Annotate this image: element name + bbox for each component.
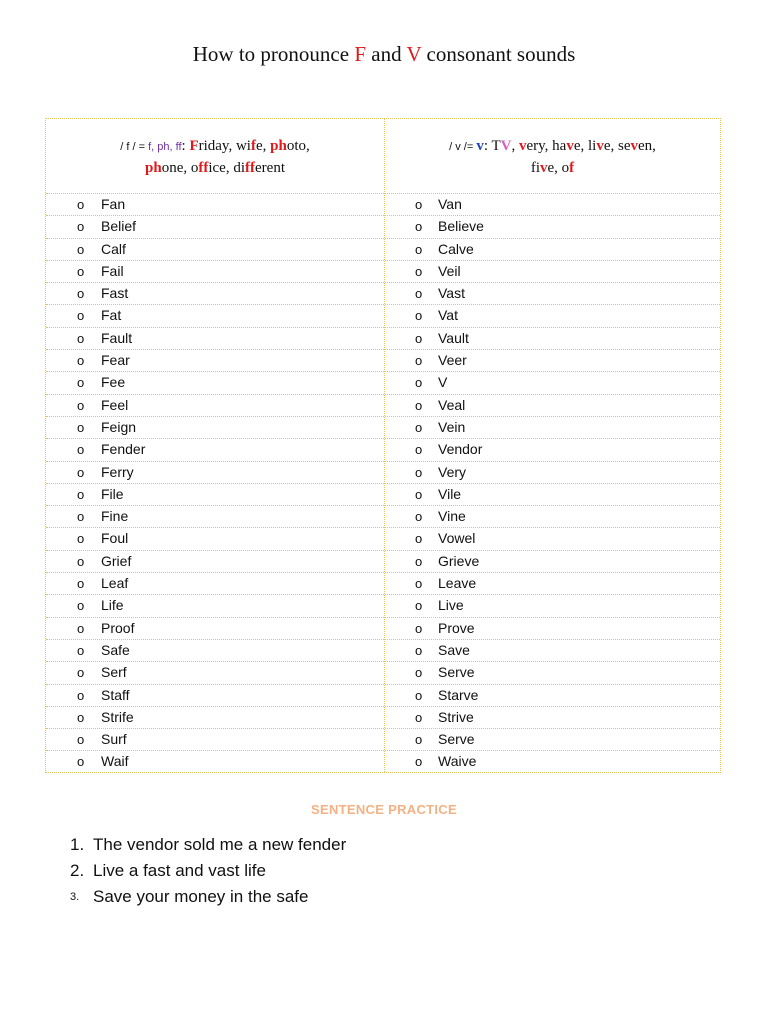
v-word-row: [385, 194, 720, 216]
bullet-icon: o: [77, 464, 85, 480]
f-word: Fast: [101, 285, 129, 302]
bullet-icon: o: [77, 442, 85, 458]
bullet-icon: o: [415, 241, 423, 257]
bullet-icon: o: [415, 576, 423, 592]
bullet-icon: o: [415, 286, 423, 302]
f-spellings: f, ph, ff: [148, 141, 182, 153]
sentence-number: 3.: [70, 891, 80, 903]
f-word: Waif: [101, 753, 129, 770]
f-word: Life: [101, 597, 124, 614]
bullet-icon: o: [77, 509, 85, 525]
bullet-icon: o: [415, 553, 423, 569]
v-word-row: [385, 729, 720, 751]
sentence-practice-title: SENTENCE PRACTICE: [311, 802, 457, 817]
f-word-row: [46, 239, 384, 261]
f-word-row: [46, 372, 384, 394]
bullet-icon: o: [415, 531, 423, 547]
sentence-number: 2.: [70, 861, 85, 880]
v-word-row: [385, 417, 720, 439]
v-word-row: [385, 395, 720, 417]
f-word: Safe: [101, 641, 130, 658]
v-word: Serve: [438, 731, 475, 748]
f-word: Fat: [101, 307, 122, 324]
f-word-row: [46, 462, 384, 484]
f-word-row: [46, 194, 384, 216]
f-word: Ferry: [101, 463, 134, 480]
v-word: Vat: [438, 307, 458, 324]
f-word-row: [46, 506, 384, 528]
bullet-icon: o: [77, 553, 85, 569]
sentence-number: 1.: [70, 835, 85, 854]
v-word-row: [385, 640, 720, 662]
v-word: Vault: [438, 329, 469, 346]
f-word: Feign: [101, 418, 137, 435]
f-word-row: [46, 573, 384, 595]
f-column: [46, 119, 385, 772]
f-word-row: [46, 283, 384, 305]
f-word-row: [46, 484, 384, 506]
f-word: Fear: [101, 352, 130, 369]
bullet-icon: o: [415, 754, 423, 770]
f-word-row: [46, 707, 384, 729]
v-word-list: [385, 194, 720, 774]
v-word-row: [385, 283, 720, 305]
v-word: Veer: [438, 352, 467, 369]
bullet-icon: o: [77, 397, 85, 413]
bullet-icon: o: [415, 642, 423, 658]
bullet-icon: o: [415, 665, 423, 681]
bullet-icon: o: [77, 576, 85, 592]
f-word-row: [46, 417, 384, 439]
v-word-row: [385, 685, 720, 707]
v-word-row: [385, 662, 720, 684]
v-word-row: [385, 595, 720, 617]
v-column-header: / v /= v: TV, very, have, live, seven, five, of: [385, 119, 720, 194]
f-word-row: [46, 439, 384, 461]
v-word-row: [385, 350, 720, 372]
f-word-row: [46, 595, 384, 617]
v-word: Live: [438, 597, 464, 614]
bullet-icon: o: [77, 286, 85, 302]
bullet-icon: o: [415, 397, 423, 413]
f-word: Strife: [101, 708, 134, 725]
v-word: V: [438, 374, 448, 391]
f-word-row: [46, 305, 384, 327]
v-word-row: [385, 216, 720, 238]
bullet-icon: o: [77, 330, 85, 346]
f-word: Fee: [101, 374, 126, 391]
f-word-row: [46, 551, 384, 573]
v-word: Veal: [438, 396, 466, 413]
page-title: How to pronounce F and V consonant sounds: [192, 42, 576, 66]
v-word-row: [385, 528, 720, 550]
v-word: Vein: [438, 418, 466, 435]
v-word-row: [385, 751, 720, 773]
bullet-icon: o: [77, 665, 85, 681]
f-word: Leaf: [101, 575, 129, 592]
v-word-row: [385, 372, 720, 394]
f-word-row: [46, 328, 384, 350]
bullet-icon: o: [415, 353, 423, 369]
f-word: File: [101, 485, 124, 502]
f-word: Fine: [101, 508, 129, 525]
sentence-text: Save your money in the safe: [93, 887, 309, 906]
f-word-row: [46, 395, 384, 417]
bullet-icon: o: [415, 308, 423, 324]
bullet-icon: o: [77, 709, 85, 725]
v-word-row: [385, 484, 720, 506]
bullet-icon: o: [77, 687, 85, 703]
bullet-icon: o: [415, 419, 423, 435]
bullet-icon: o: [415, 464, 423, 480]
f-word: Fail: [101, 262, 124, 279]
v-word: Vine: [438, 508, 466, 525]
v-word: Calve: [438, 240, 474, 257]
bullet-icon: o: [415, 709, 423, 725]
v-word: Believe: [438, 218, 484, 235]
bullet-icon: o: [77, 241, 85, 257]
f-word-row: [46, 261, 384, 283]
v-word: Leave: [438, 575, 477, 592]
bullet-icon: o: [77, 754, 85, 770]
f-word: Surf: [101, 731, 127, 748]
bullet-icon: o: [77, 419, 85, 435]
v-word: Vowel: [438, 530, 476, 547]
v-word: Van: [438, 196, 462, 212]
sentence-text: The vendor sold me a new fender: [93, 835, 347, 854]
f-word-row: [46, 729, 384, 751]
title-letter-v: V: [406, 42, 422, 66]
v-word-row: [385, 439, 720, 461]
f-word: Foul: [101, 530, 129, 547]
v-word: Vendor: [438, 441, 483, 458]
v-word-row: [385, 573, 720, 595]
v-word-row: [385, 305, 720, 327]
v-word-row: [385, 261, 720, 283]
sentence-text: Live a fast and vast life: [93, 861, 266, 880]
bullet-icon: o: [415, 509, 423, 525]
v-word: Serve: [438, 664, 475, 681]
v-word: Prove: [438, 619, 475, 636]
v-word-row: [385, 239, 720, 261]
bullet-icon: o: [77, 486, 85, 502]
bullet-icon: o: [415, 197, 423, 212]
v-word-row: [385, 328, 720, 350]
f-word: Fan: [101, 196, 126, 212]
f-word: Fender: [101, 441, 146, 458]
bullet-icon: o: [415, 442, 423, 458]
bullet-icon: o: [77, 642, 85, 658]
v-word-row: [385, 506, 720, 528]
bullet-icon: o: [77, 353, 85, 369]
bullet-icon: o: [77, 375, 85, 391]
f-word: Serf: [101, 664, 127, 681]
bullet-icon: o: [415, 620, 423, 636]
bullet-icon: o: [415, 687, 423, 703]
bullet-icon: o: [415, 330, 423, 346]
f-word: Belief: [101, 218, 137, 235]
f-word-row: [46, 618, 384, 640]
bullet-icon: o: [77, 308, 85, 324]
v-word: Save: [438, 641, 470, 658]
f-word: Fault: [101, 329, 133, 346]
title-letter-f: F: [354, 42, 366, 66]
bullet-icon: o: [415, 732, 423, 748]
v-word: Vast: [438, 285, 465, 302]
v-word-row: [385, 618, 720, 640]
bullet-icon: o: [77, 620, 85, 636]
word-table: [45, 118, 721, 773]
bullet-icon: o: [77, 219, 85, 235]
f-word: Calf: [101, 240, 126, 257]
v-word-row: [385, 462, 720, 484]
bullet-icon: o: [77, 531, 85, 547]
v-column: [385, 119, 720, 772]
f-word-row: [46, 685, 384, 707]
v-word: Very: [438, 463, 467, 480]
f-word: Staff: [101, 686, 130, 703]
f-word-row: [46, 640, 384, 662]
v-spelling: v: [476, 138, 484, 154]
bullet-icon: o: [415, 263, 423, 279]
bullet-icon: o: [77, 732, 85, 748]
bullet-icon: o: [77, 197, 85, 212]
bullet-icon: o: [415, 598, 423, 614]
v-word-row: [385, 707, 720, 729]
bullet-icon: o: [415, 219, 423, 235]
f-word-row: [46, 751, 384, 773]
f-word-row: [46, 216, 384, 238]
bullet-icon: o: [415, 375, 423, 391]
bullet-icon: o: [415, 486, 423, 502]
f-word-list: [46, 194, 384, 774]
bullet-icon: o: [77, 263, 85, 279]
v-word: Strive: [438, 708, 474, 725]
f-word: Proof: [101, 619, 135, 636]
f-word: Feel: [101, 396, 129, 413]
f-word-row: [46, 662, 384, 684]
f-column-header: / f / = f, ph, ff: Friday, wife, photo, phone, office, different: [46, 119, 384, 194]
f-word-row: [46, 528, 384, 550]
v-word: Waive: [438, 753, 477, 770]
v-word: Veil: [438, 262, 461, 279]
f-word-row: [46, 350, 384, 372]
f-word: Grief: [101, 552, 132, 569]
v-word: Vile: [438, 485, 462, 502]
v-word-row: [385, 551, 720, 573]
v-word: Starve: [438, 686, 479, 703]
v-word: Grieve: [438, 552, 480, 569]
bullet-icon: o: [77, 598, 85, 614]
